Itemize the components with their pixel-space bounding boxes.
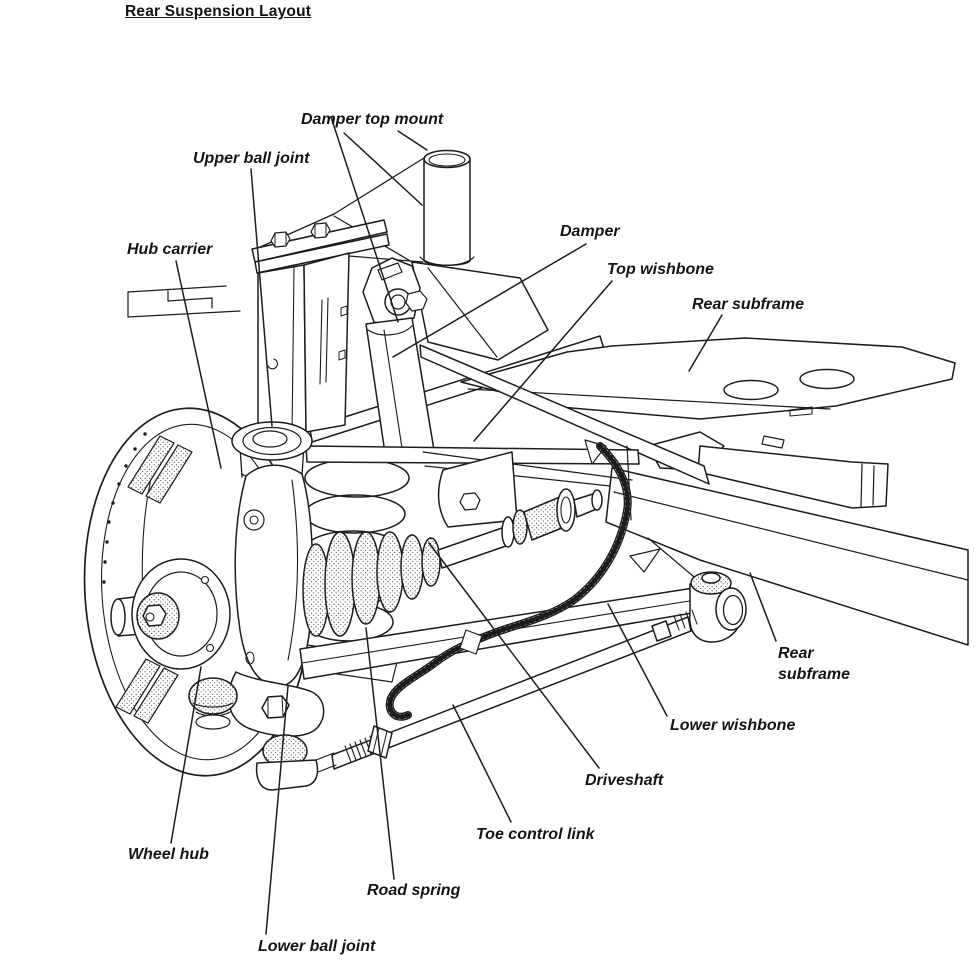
label-text: Toe control link — [476, 826, 595, 843]
leader-hub-carrier — [176, 261, 221, 468]
label-road-spring — [367, 882, 460, 899]
label-lower-ball-joint — [258, 938, 375, 955]
label-rear-subframe — [692, 296, 804, 313]
label-text: Lower wishbone — [670, 717, 796, 734]
label-text: Driveshaft — [585, 772, 664, 789]
disc-vent-holes — [102, 432, 146, 583]
label-driveshaft — [585, 772, 663, 789]
label-rear-subframe-2 — [778, 643, 852, 685]
page-title: Rear Suspension Layout — [125, 3, 312, 20]
lower-ball-joints-cluster — [189, 672, 336, 790]
label-top-wishbone — [607, 261, 714, 278]
damper-top-mount-cylinder — [420, 151, 474, 266]
label-text: Hub carrier — [127, 241, 213, 258]
label-text: Wheel hub — [128, 846, 209, 863]
leader-toe-control-link — [453, 705, 511, 822]
label-toe-control-link — [476, 826, 595, 843]
bracket-bolt — [311, 223, 330, 238]
leader-wheel-hub — [171, 667, 201, 843]
label-upper-ball-joint — [193, 150, 309, 167]
label-lower-wishbone — [670, 717, 795, 734]
label-text: Rear subframe — [692, 296, 805, 313]
label-text: Lower ball joint — [258, 938, 376, 955]
label-text: Upper ball joint — [193, 150, 310, 167]
label-damper-top-mount — [301, 111, 443, 128]
leader-damper-top-mount — [398, 131, 427, 150]
label-wheel-hub — [128, 846, 209, 863]
bracket-bolt — [271, 232, 290, 247]
label-text: Top wishbone — [607, 261, 714, 278]
label-hub-carrier — [127, 241, 212, 258]
wheel-hub-assembly — [111, 559, 230, 669]
label-text: Road spring — [367, 882, 461, 899]
label-damper — [560, 223, 620, 240]
damper-support-bracket — [412, 262, 548, 360]
label-text: Rear subframe — [778, 645, 851, 683]
label-text: Damper top mount — [301, 111, 444, 128]
leader-driveshaft — [429, 543, 599, 768]
label-text: Damper — [560, 223, 620, 240]
